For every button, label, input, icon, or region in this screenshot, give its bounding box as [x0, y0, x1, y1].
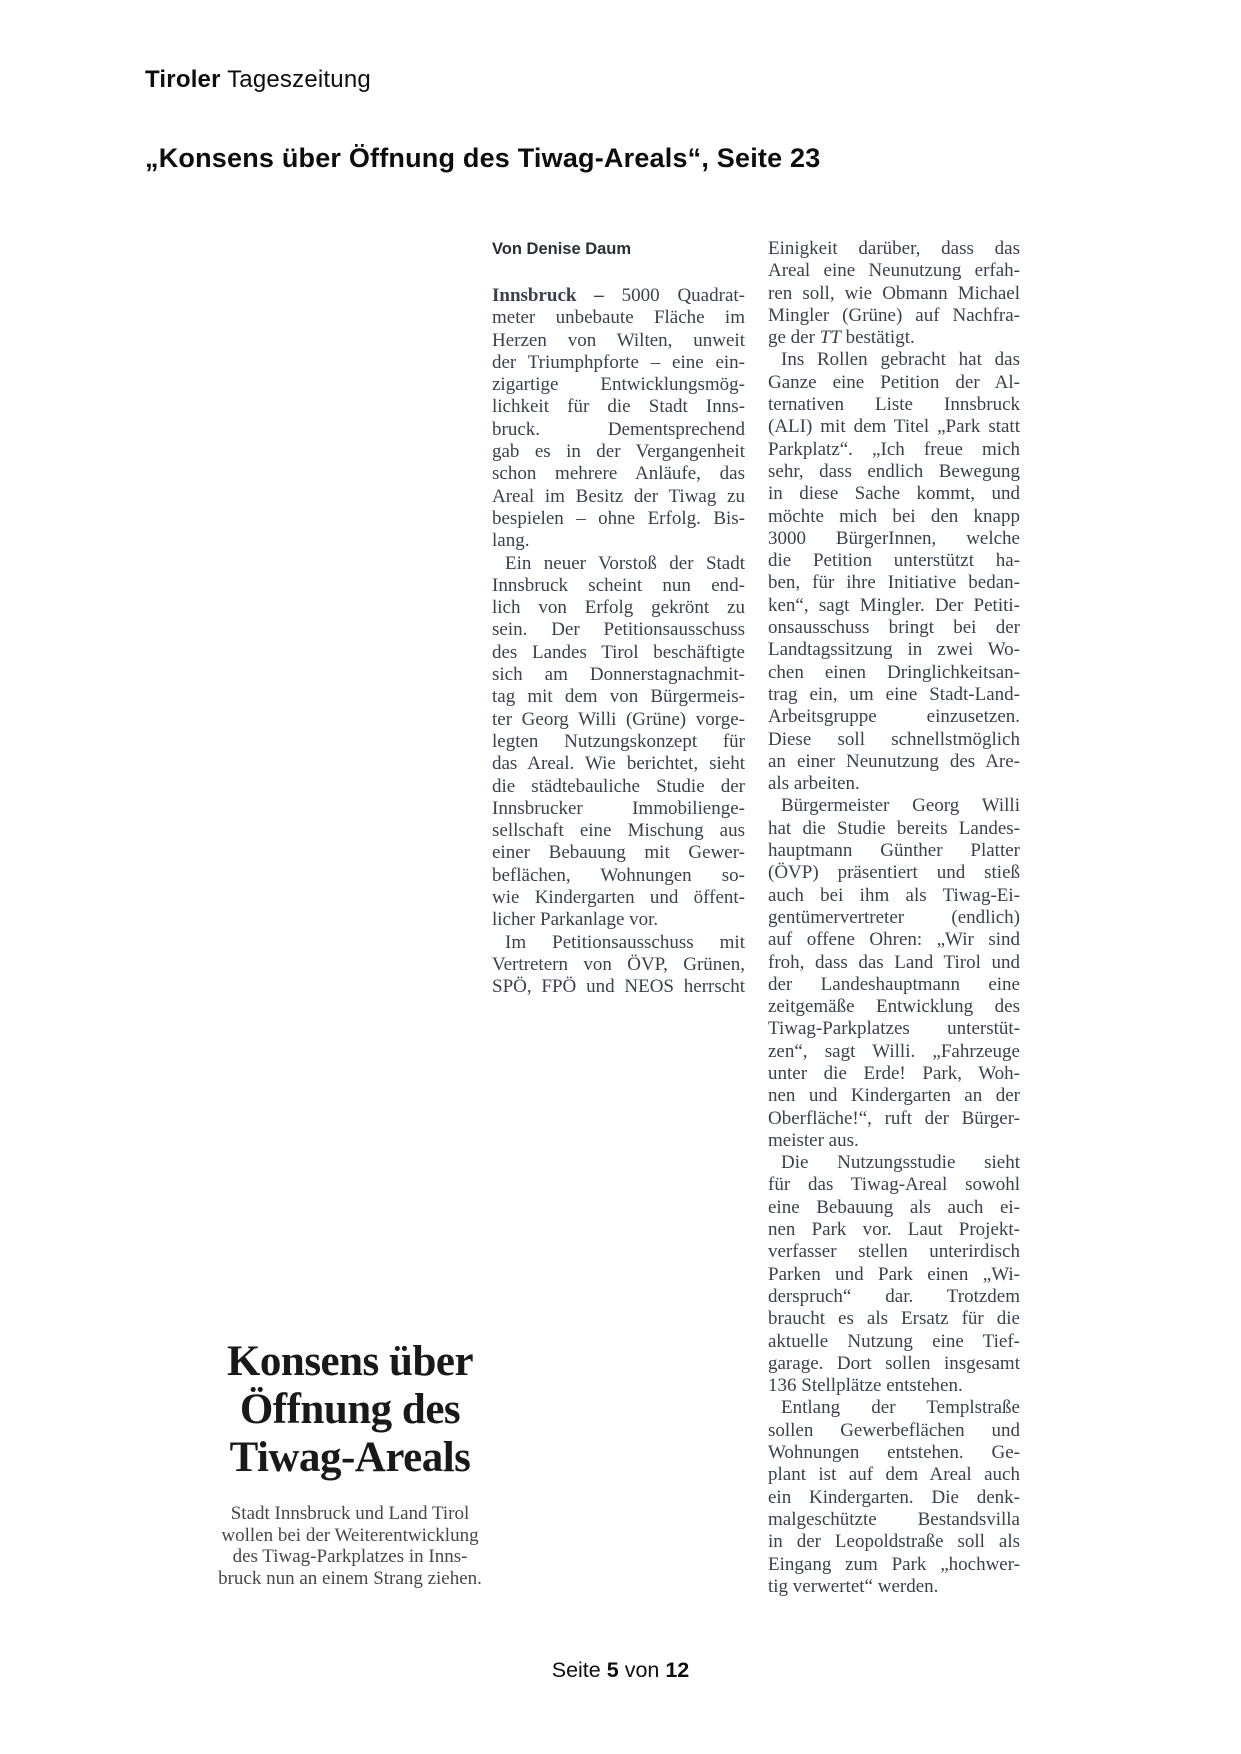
article-line: Areal im Besitz der Tiwag zu — [492, 485, 745, 507]
article-line: möchte mich bei den knapp — [768, 505, 1020, 527]
footer-word-page: Seite — [551, 1658, 601, 1682]
article-line: nen und Kindergarten an der — [768, 1085, 1020, 1107]
article-line: Innsbruck scheint nun end- — [492, 574, 745, 596]
paragraph-block — [768, 238, 1020, 349]
article-line: ge der TT bestätigt. — [768, 327, 915, 349]
article-line: Parkplatz“. „Ich freue mich — [768, 438, 1020, 460]
article-line: sollen Gewerbeflächen und — [768, 1419, 1020, 1441]
article-line: Innsbrucker Immobilienge- — [492, 797, 745, 819]
article-line: ben, für ihre Initiative bedan- — [768, 572, 1020, 594]
article-line: malgeschützte Bestandsvilla — [768, 1508, 1020, 1530]
paragraph-block — [768, 1397, 1020, 1598]
article-line: Diese soll schnellstmöglich — [768, 728, 1020, 750]
article-line: sellschaft eine Mischung aus — [492, 820, 745, 842]
text-line: Konsens über — [226, 1338, 474, 1385]
paragraph-block — [768, 349, 1020, 795]
footer-total-pages: 12 — [665, 1658, 690, 1682]
article-line: onsausschuss bringt bei der — [768, 617, 1020, 639]
article-line: Herzen von Wilten, unweit — [492, 329, 745, 351]
article-line: die Petition unterstützt ha- — [768, 550, 1020, 572]
article-line: 136 Stellplätze entstehen. — [768, 1375, 963, 1397]
article-line: garage. Dort sollen insgesamt — [768, 1352, 1020, 1374]
article-line: schon mehrere Anläufe, das — [492, 463, 745, 485]
article-line: Einigkeit darüber, dass das — [768, 238, 1020, 259]
article-line: (ALI) mit dem Titel „Park statt — [768, 416, 1020, 438]
article-line: tig verwertet“ werden. — [768, 1575, 939, 1597]
article-line: sich am Donnerstagnachmit- — [492, 664, 745, 686]
article-line: zigartige Entwicklungsmög- — [492, 374, 745, 396]
article-line: auch bei ihm als Tiwag-Ei- — [768, 884, 1020, 906]
article-line: Parken und Park einen „Wi- — [768, 1263, 1020, 1285]
paragraph-block — [492, 553, 745, 932]
article-line: nen Park vor. Laut Projekt- — [768, 1219, 1020, 1241]
text-line: Stadt Innsbruck und Land Tirol — [230, 1503, 470, 1524]
text-line: bruck nun an einem Strang ziehen. — [218, 1568, 482, 1590]
article-line: sein. Der Petitionsausschuss — [492, 619, 745, 641]
article-line: verfasser stellen unterirdisch — [768, 1241, 1020, 1263]
article-line: lang. — [492, 530, 530, 552]
article-line: bruck. Dementsprechend — [492, 418, 745, 440]
article-line: legten Nutzungskonzept für — [492, 730, 745, 752]
masthead-brand — [145, 66, 371, 94]
article-line: der Triumphpforte – eine ein- — [492, 351, 745, 373]
article-line: einer Bebauung mit Gewer- — [492, 842, 745, 864]
paragraph-block — [768, 795, 1020, 1152]
page-footer — [0, 1657, 1241, 1683]
article-line: lichkeit für die Stadt Inns- — [492, 396, 745, 418]
article-line: an einer Neunutzung des Are- — [768, 750, 1020, 772]
article-line: meter unbebaute Fläche im — [492, 307, 745, 329]
text-line: Öffnung des — [239, 1386, 461, 1433]
article-column-right — [768, 238, 1020, 1598]
article-line: für das Tiwag-Areal sowohl — [768, 1174, 1020, 1196]
article-line: Wohnungen entstehen. Ge- — [768, 1442, 1020, 1464]
article-line: (ÖVP) präsentiert und stieß — [768, 862, 1020, 884]
article-column-left — [492, 238, 745, 999]
article-line: Tiwag-Parkplatzes unterstüt- — [768, 1018, 1020, 1040]
article-line: bespielen – ohne Erfolg. Bis- — [492, 507, 745, 529]
article-line: gab es in der Vergangenheit — [492, 441, 745, 463]
article-line: der Landeshauptmann eine — [768, 973, 1020, 995]
article-line: Ins Rollen gebracht hat das — [781, 349, 1020, 371]
footer-word-of: von — [624, 1658, 660, 1682]
clipping-title: „Konsens über Öffnung des Tiwag-Areals“, Seite 23 — [145, 143, 821, 173]
footer-current-page: 5 — [606, 1658, 619, 1682]
article-headline — [160, 1338, 540, 1482]
article-line: Oberfläche!“, ruft der Bürger- — [768, 1107, 1020, 1129]
article-line: aktuelle Nutzung eine Tief- — [768, 1330, 1020, 1352]
article-line: Die Nutzungsstudie sieht — [781, 1152, 1020, 1174]
article-line: ren soll, wie Obmann Michael — [768, 282, 1020, 304]
article-line: Mingler (Grüne) auf Nachfra- — [768, 304, 1020, 326]
article-line: meister aus. — [768, 1129, 859, 1151]
paragraph-block — [768, 1152, 1020, 1397]
article-line: Areal eine Neunutzung erfah- — [768, 260, 1020, 282]
article-line: braucht es als Ersatz für die — [768, 1308, 1020, 1330]
article-byline: Von Denise Daum — [492, 240, 632, 258]
article-line: eine Bebauung als auch ei- — [768, 1196, 1020, 1218]
article-line: hauptmann Günther Platter — [768, 840, 1020, 862]
article-deck — [178, 1503, 522, 1590]
article-line: Im Petitionsausschuss mit — [505, 931, 745, 953]
masthead-brand-rest: Tageszeitung — [220, 66, 371, 93]
article-line: plant ist auf dem Areal auch — [768, 1464, 1020, 1486]
article-line: 3000 BürgerInnen, welche — [768, 527, 1020, 549]
article-line: Vertretern von ÖVP, Grünen, — [492, 953, 745, 975]
article-line: tag mit dem von Bürgermeis- — [492, 686, 745, 708]
article-line: ter Georg Willi (Grüne) vorge- — [492, 708, 745, 730]
paragraph-block — [492, 932, 745, 999]
article-line: Landtagssitzung in zwei Wo- — [768, 639, 1020, 661]
article-line: zen“, sagt Willi. „Fahrzeuge — [768, 1040, 1020, 1062]
article-line: unter die Erde! Park, Woh- — [768, 1062, 1020, 1084]
article-line: zeitgemäße Entwicklung des — [768, 996, 1020, 1018]
article-line: ein Kindergarten. Die denk- — [768, 1486, 1020, 1508]
article-line: hat die Studie bereits Landes- — [768, 817, 1020, 839]
article-line: als arbeiten. — [768, 773, 860, 795]
article-line: SPÖ, FPÖ und NEOS herrscht — [492, 976, 745, 998]
article-line: gentümervertreter (endlich) — [768, 906, 1020, 928]
article-line: sehr, dass endlich Bewegung — [768, 460, 1020, 482]
article-line: die städtebauliche Studie der — [492, 775, 745, 797]
paragraph-block — [492, 285, 745, 553]
article-line: derspruch“ dar. Trotzdem — [768, 1285, 1020, 1307]
article-line: wie Kindergarten und öffent- — [492, 887, 745, 909]
article-line: ken“, sagt Mingler. Der Petiti- — [768, 594, 1020, 616]
article-line: Ein neuer Vorstoß der Stadt — [505, 552, 745, 574]
article-line: chen einen Dringlichkeitsan- — [768, 661, 1020, 683]
article-line: ternativen Liste Innsbruck — [768, 394, 1020, 416]
article-line: Eingang zum Park „hochwer- — [768, 1553, 1020, 1575]
article-line: in der Leopoldstraße soll als — [768, 1531, 1020, 1553]
text-line: des Tiwag-Parkplatzes in Inns- — [232, 1546, 468, 1568]
article-line: Arbeitsgruppe einzusetzen. — [768, 706, 1020, 728]
text-line: Tiwag-Areals — [229, 1434, 471, 1481]
text-line: wollen bei der Weiterentwicklung — [221, 1524, 479, 1546]
article-line: froh, dass das Land Tirol und — [768, 951, 1020, 973]
article-line: in diese Sache kommt, und — [768, 483, 1020, 505]
article-line: das Areal. Wie berichtet, sieht — [492, 753, 745, 775]
article-line: beflächen, Wohnungen so- — [492, 864, 745, 886]
article-line: des Landes Tirol beschäftigte — [492, 641, 745, 663]
article-body-left — [492, 285, 745, 999]
article-line: trag ein, um eine Stadt-Land- — [768, 683, 1020, 705]
article-line: Innsbruck – 5000 Quadrat- — [492, 285, 745, 306]
masthead-brand-bold: Tiroler — [145, 66, 221, 93]
article-line: Entlang der Templstraße — [781, 1397, 1020, 1419]
article-line: auf offene Ohren: „Wir sind — [768, 929, 1020, 951]
article-line: Bürgermeister Georg Willi — [781, 795, 1020, 817]
article-line: licher Parkanlage vor. — [492, 909, 659, 931]
article-line: lich von Erfolg gekrönt zu — [492, 597, 745, 619]
article-line: Ganze eine Petition der Al- — [768, 371, 1020, 393]
